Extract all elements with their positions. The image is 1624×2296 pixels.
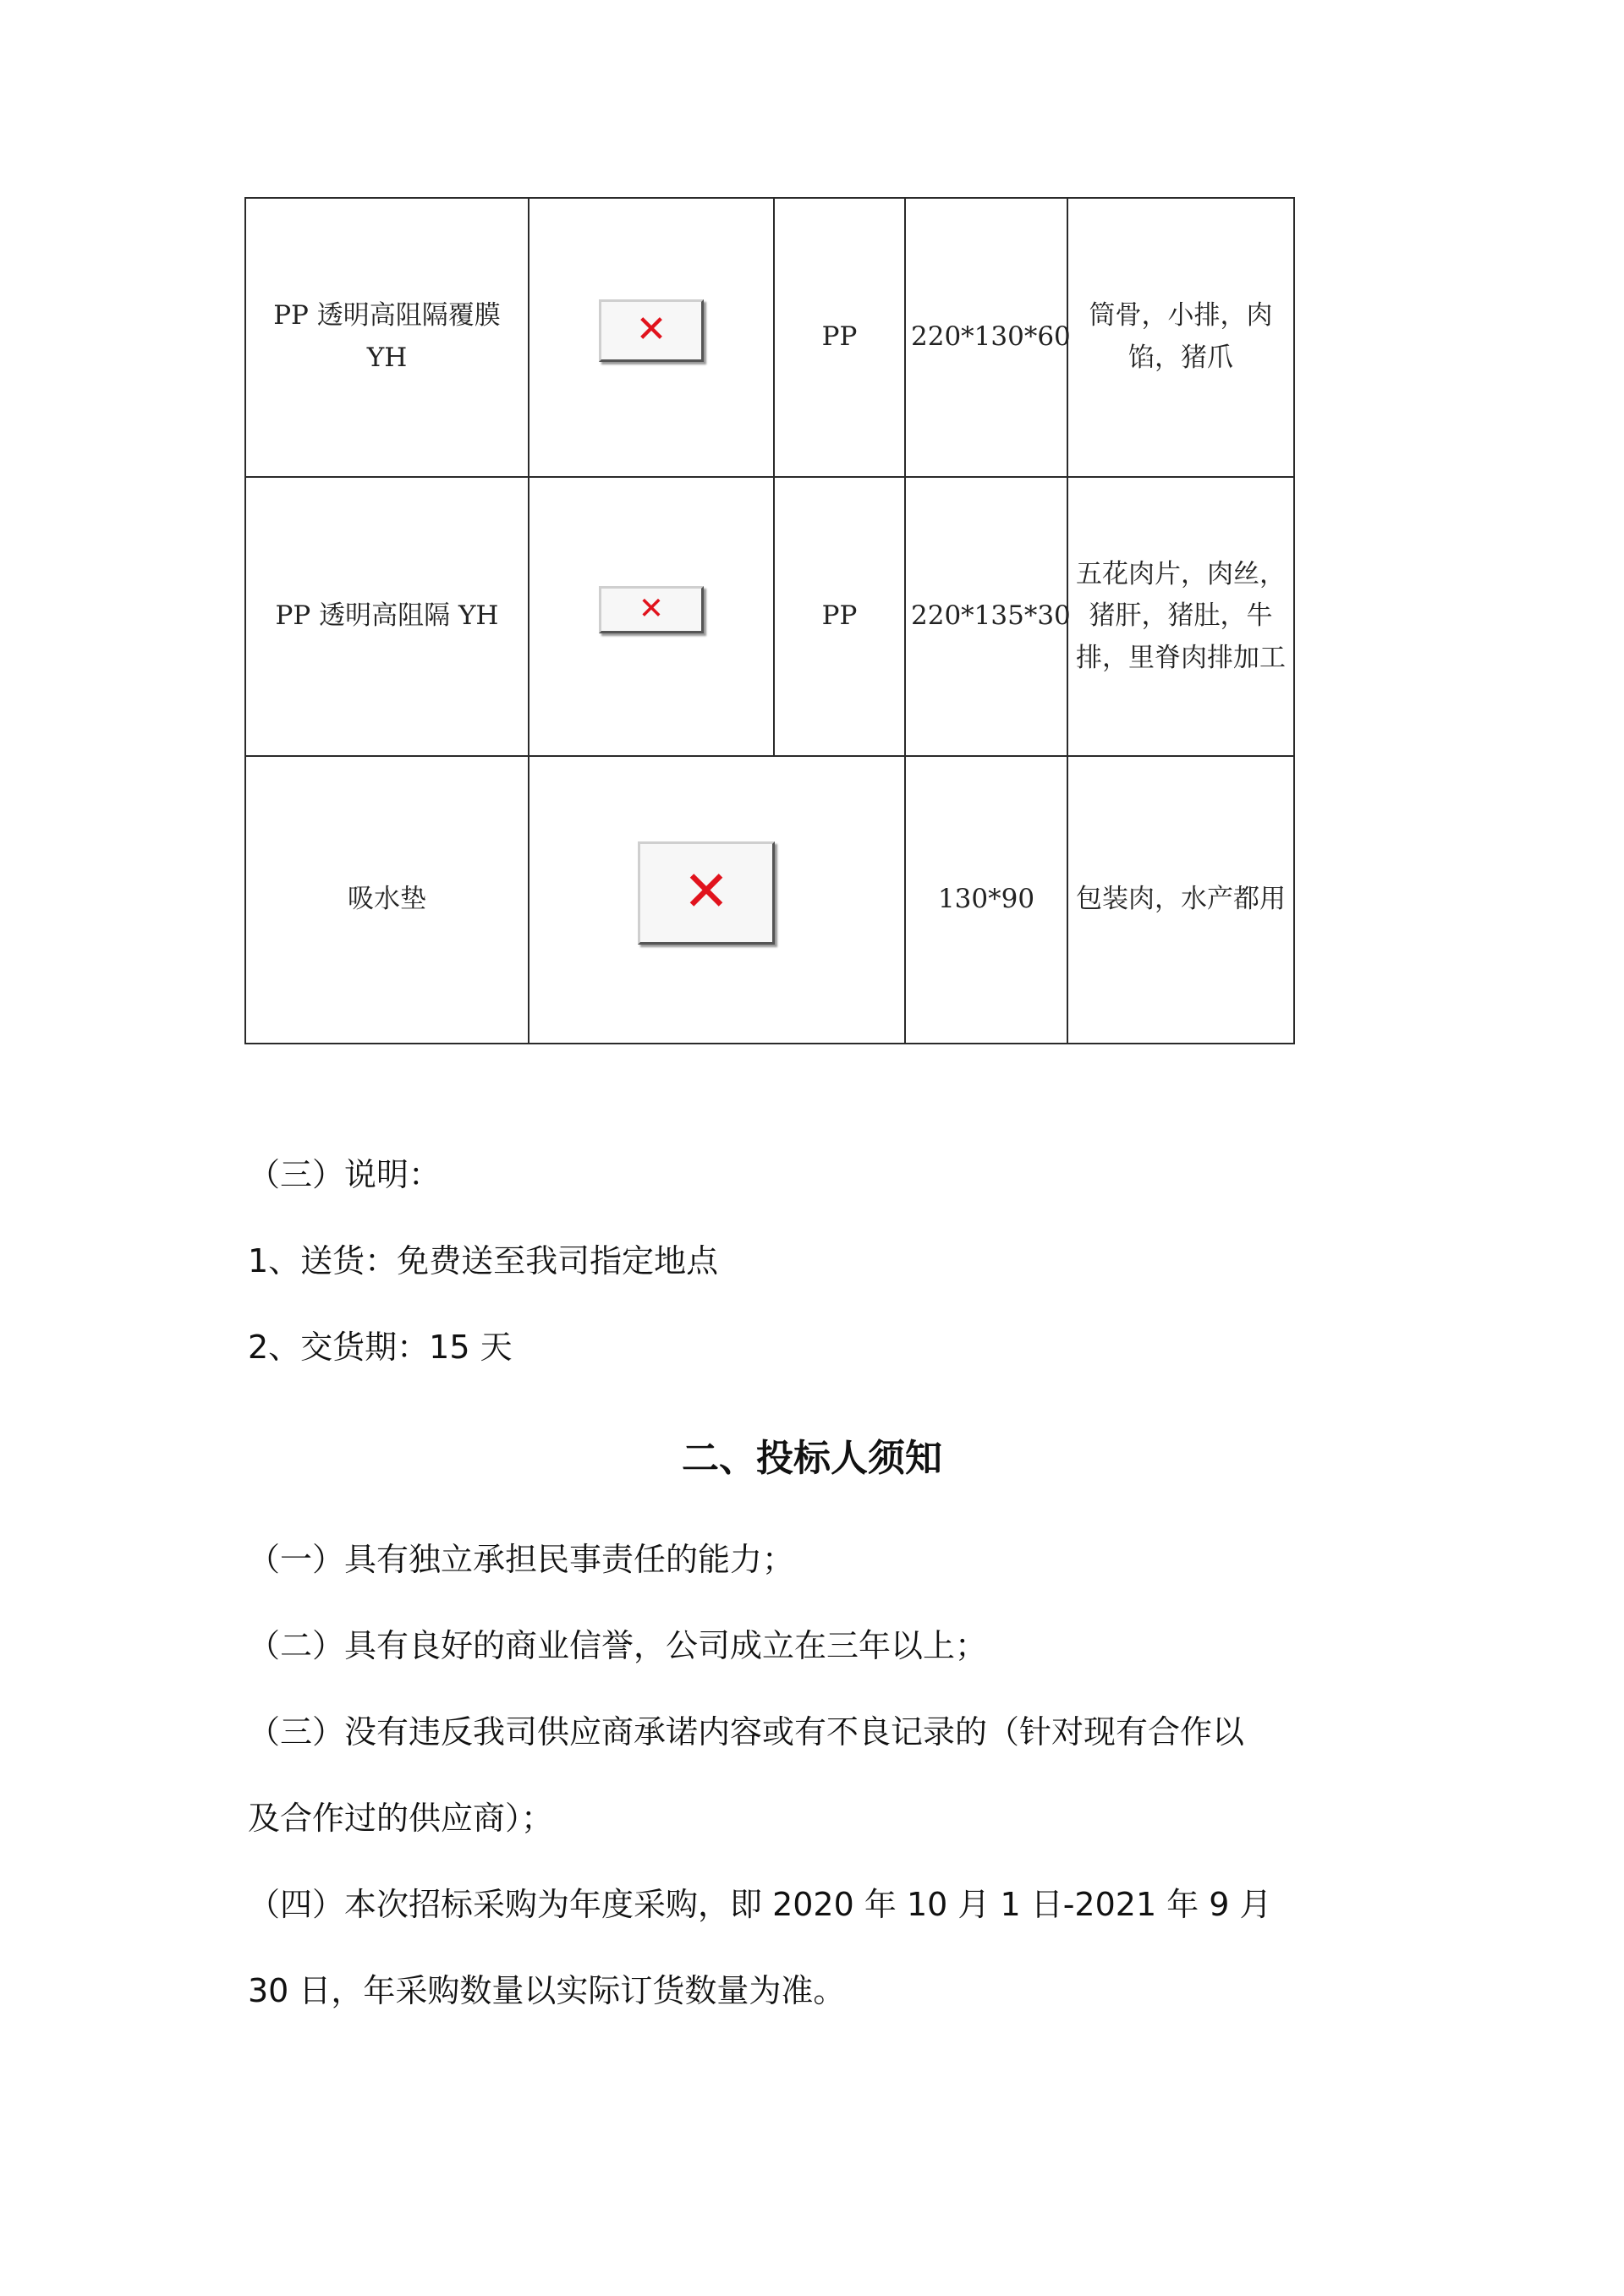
product-image-cell [529, 756, 774, 1044]
product-name-cell: PP 透明高阻隔 YH [245, 477, 529, 756]
size-cell: 130*90 [905, 756, 1067, 1044]
requirement-item: （一）具有独立承担民事责任的能力； [248, 1541, 795, 1578]
notes-heading: （三）说明： [248, 1156, 442, 1193]
table-row [245, 756, 1294, 1044]
notes-item: 1、送货：免费送至我司指定地点 [248, 1242, 719, 1280]
section-title: 二、投标人须知 [682, 1437, 942, 1480]
requirement-item: （四）本次招标采购为年度采购，即 2020 年 10 月 1 日-2021 年 9 月 [248, 1886, 1272, 1923]
usage-cell: 筒骨，小排，肉馅，猪爪 [1067, 198, 1294, 477]
usage-cell: 包装肉，水产都用 [1067, 756, 1294, 1044]
table-row [245, 198, 1294, 477]
product-name-cell: PP 透明高阻隔覆膜 YH [245, 198, 529, 477]
product-name-cell: 吸水垫 [245, 756, 529, 1044]
product-spec-table [244, 197, 1295, 1044]
table-row [245, 477, 1294, 756]
requirement-item: （三）没有违反我司供应商承诺内容或有不良记录的（针对现有合作以 [248, 1713, 1245, 1751]
requirement-item: 及合作过的供应商）； [248, 1800, 554, 1837]
requirement-item: （二）具有良好的商业信誉，公司成立在三年以上； [248, 1627, 988, 1664]
material-cell [774, 756, 905, 1044]
broken-image-icon: ✕ [599, 586, 704, 633]
requirement-item: 30 日，年采购数量以实际订货数量为准。 [248, 1972, 846, 2009]
notes-item: 2、交货期：15 天 [248, 1329, 513, 1366]
material-cell: PP [774, 477, 905, 756]
product-image-cell [529, 477, 774, 756]
material-cell: PP [774, 198, 905, 477]
usage-cell: 五花肉片，肉丝，猪肝，猪肚，牛排，里脊肉排加工 [1067, 477, 1294, 756]
broken-image-icon: ✕ [638, 841, 775, 945]
size-cell: 220*135*30 [905, 477, 1067, 756]
broken-image-icon: ✕ [599, 299, 704, 362]
size-cell: 220*130*60 [905, 198, 1067, 477]
product-image-cell [529, 198, 774, 477]
